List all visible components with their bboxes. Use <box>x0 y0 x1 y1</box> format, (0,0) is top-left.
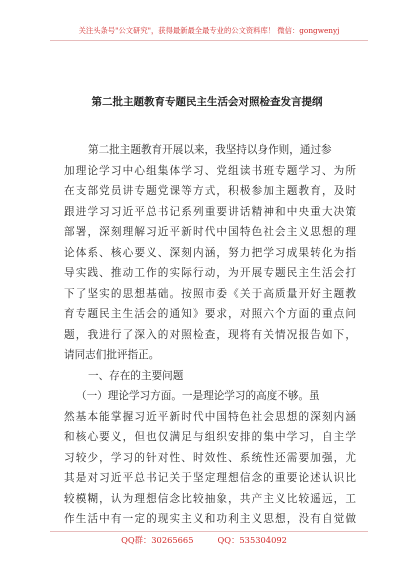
section-heading: 一、存在的主要问题 <box>88 369 184 382</box>
header-divider <box>50 40 368 41</box>
footer-qq-number: QQ：535304092 <box>217 535 287 545</box>
body-line: 加理论学习中心组集体学习、党组读书班专题学习、为所 <box>64 164 356 177</box>
body-line: 作生活中有一定的现实主义和功利主义思想，没有自觉做 <box>64 513 356 525</box>
footer-qq-group: QQ群：30265665 <box>121 535 194 545</box>
body-line: 和核心要义，但也仅满足与组织安排的集中学习，自主学 <box>64 431 356 443</box>
body-line: 论体系、核心要义、深刻内涵，努力把学习成果转化为指 <box>64 246 356 259</box>
body-line: 其是对习近平总书记关于坚定理想信念的重要论述认识比 <box>64 472 356 484</box>
document-title: 第二批主题教育专题民主生活会对照检查发言提纲 <box>91 96 323 108</box>
body-line: 育专题民主生活会的通知》要求，对照六个方面的重点问 <box>64 308 356 320</box>
body-line: 请同志们批评指正。 <box>64 349 160 361</box>
body-line: 下了坚实的思想基础。按照市委《关于高质量开好主题教 <box>64 287 356 300</box>
body-line: （一）理论学习方面。一是理论学习的高度不够。虽 <box>76 390 320 402</box>
footer <box>0 534 408 546</box>
body-line: 导实践、推动工作的实际行动，为开展专题民主生活会打 <box>64 267 356 279</box>
body-line: 习较少，学习的针对性、时效性、系统性还需要加强，尤 <box>64 451 356 464</box>
footer-divider <box>50 531 368 532</box>
document-body <box>64 140 356 530</box>
body-line: 题，我进行了深入的对照检查，现将有关情况报告如下， <box>64 328 356 341</box>
body-line: 较模糊，认为理想信念比较抽象，共产主义比较遥远，工 <box>64 492 356 505</box>
promo-header: 关注头条号"公文研究"，获得最新最全最专业的公文资料库！ 微信：gongwenyj <box>78 26 340 35</box>
body-line: 部署，深刻理解习近平新时代中国特色社会主义思想的理 <box>64 226 356 238</box>
body-line: 跟进学习习近平总书记系列重要讲话精神和中央重大决策 <box>64 205 356 218</box>
body-line: 第二批主题教育开展以来，我坚持以身作则，通过参 <box>88 144 332 156</box>
body-line: 然基本能掌握习近平新时代中国特色社会思想的深刻内涵 <box>64 410 356 423</box>
body-line: 在支部党员讲专题党课等方式，积极参加主题教育，及时 <box>64 185 356 197</box>
